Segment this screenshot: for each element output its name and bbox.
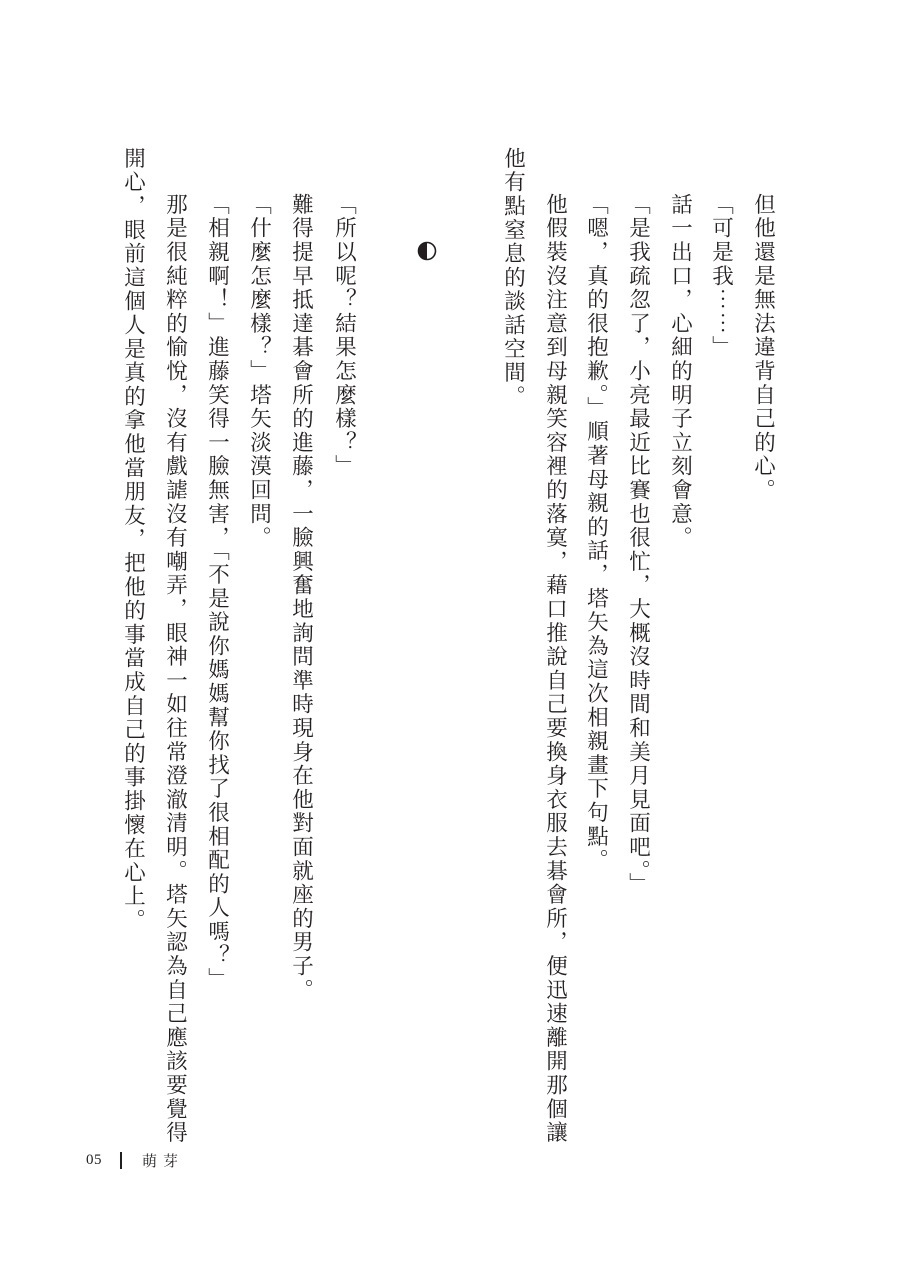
paragraph-13: 開心，眼前這個人是真的拿他當朋友，把他的事當成自己的事掛懷在心上。 [120,147,146,933]
paragraph-10: 「什麼怎麼樣？」塔矢淡漠回問。 [246,193,272,550]
paragraph-2: 「可是我⋯⋯」 [708,193,734,360]
paragraph-12: 那是很純粹的愉悅，沒有戲謔沒有嘲弄，眼神一如往常澄澈清明。塔矢認為自己應該要覺得 [162,193,188,1145]
paragraph-4: 「是我疏忽了，小亮最近比賽也很忙，大概沒時間和美月見面吧。」 [625,193,651,897]
paragraph-5: 「嗯，真的很抱歉。」順著母親的話，塔矢為這次相親畫下句點。 [583,193,609,873]
paragraph-11: 「相親啊！」進藤笑得一臉無害，「不是說你媽媽幫你找了很相配的人嗎？」 [204,193,230,992]
page-number: 05 [86,1152,102,1168]
paragraph-9: 難得提早抵達碁會所的進藤，一臉興奮地詢問準時現身在他對面就座的男子。 [288,193,314,1003]
paragraph-1: 但他還是無法違背自己的心。 [750,193,776,503]
paragraph-8: 「所以呢？結果怎麼樣？」 [331,193,357,479]
half-moon-icon [417,241,437,261]
paragraph-7: 他有點窒息的談話空間。 [500,147,526,409]
book-title: 萌芽 [142,1152,185,1170]
paragraph-6: 他假裝沒注意到母親笑容裡的落寞，藉口推說自己要換身衣服去碁會所，便迅速離開那個讓 [542,193,568,1145]
footer-divider [120,1152,122,1169]
page-footer [86,1150,184,1171]
paragraph-3: 話一出口，心細的明子立刻會意。 [667,193,693,550]
